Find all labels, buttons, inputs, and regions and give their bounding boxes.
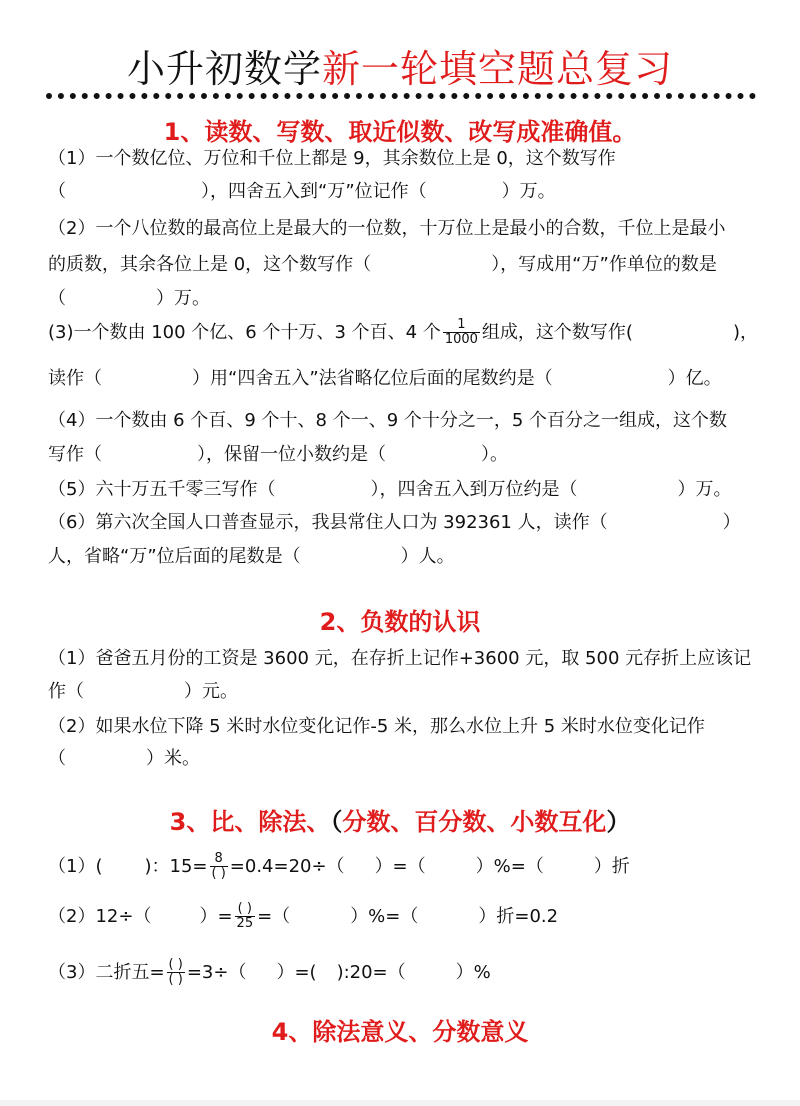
text-seg: =（: [257, 905, 291, 927]
s1-q4-line2: [48, 446, 508, 464]
title-red: 新一轮填空题总复习: [322, 47, 674, 91]
section-2-heading-text: 2、负数的认识: [319, 608, 481, 636]
fraction-numerator: ( ): [235, 902, 256, 917]
section-3-heading-part: 分数、百分数、小数互化: [342, 808, 607, 836]
section-3-heading-part: ）: [606, 808, 631, 836]
text-seg: 写作（: [48, 444, 102, 465]
s3-q3-line: [48, 958, 491, 988]
s1-q1-line2: [48, 183, 556, 201]
text-seg: ）。: [481, 444, 508, 465]
s1-q6-line2: [48, 548, 455, 566]
s3-q2-line: [48, 902, 558, 932]
text-seg: ）%=（: [350, 905, 419, 927]
text-seg: ）折=0.2: [478, 905, 559, 927]
text-seg: =0.4=20÷（: [229, 855, 345, 877]
fraction-denominator: 1000: [444, 332, 478, 348]
s1-q1-line1: （1）一个数亿位、万位和千位上都是 9，其余数位上是 0，这个数写作: [48, 148, 616, 169]
section-3-heading: [0, 802, 800, 837]
text-seg: （: [48, 748, 66, 769]
dotted-divider: [46, 93, 756, 99]
s1-q6-line1: [48, 514, 741, 532]
fraction: [235, 902, 256, 932]
text-seg: （3）二折五=: [48, 961, 165, 983]
text-seg: ）=（: [374, 855, 426, 877]
section-4-heading-text: 4、除法意义、分数意义: [271, 1018, 529, 1046]
text-seg: ）万。: [677, 479, 732, 500]
text-seg: 的质数，其余各位上是 0，这个数写作（: [48, 254, 372, 275]
text-seg: ）人。: [400, 546, 455, 567]
section-2-heading: [0, 602, 800, 637]
section-4-heading: [0, 1012, 800, 1047]
text-seg: ）元。: [184, 681, 238, 702]
text-seg: ），写成用“万”作单位的数是: [491, 254, 717, 275]
text-seg: （: [48, 288, 66, 309]
text-seg: 作（: [48, 681, 84, 702]
text-seg: ）万。: [156, 288, 210, 309]
text-seg: ），保留一位小数约是（: [197, 444, 386, 465]
fraction-denominator: ( ): [168, 972, 183, 988]
text-seg: )，: [732, 321, 758, 343]
text-seg: ）=(: [276, 961, 317, 983]
text-seg: ）亿。: [667, 368, 722, 389]
text-seg: ）%=（: [475, 855, 544, 877]
text-seg: ）万。: [501, 181, 556, 202]
section-1-heading-part: 写数、: [276, 118, 349, 146]
text-seg: ）%: [455, 961, 491, 983]
s1-q5-line: [48, 481, 731, 499]
text-seg: ），四舍五入到“万”位记作（: [201, 181, 427, 202]
s1-q3-line2: [48, 370, 722, 388]
section-1-heading-part: 取近似数、改写成准确值。: [348, 118, 637, 146]
fraction-numerator: ( ): [168, 957, 183, 972]
text-seg: ）米。: [146, 748, 200, 769]
text-seg: ）折: [593, 855, 630, 877]
s1-q2-line1: （2）一个八位数的最高位上是最大的一位数，十万位上是最小的合数，千位上是最小: [48, 218, 726, 239]
s1-q4-line1: （4）一个数由 6 个百、9 个十、8 个一、9 个十分之一，5 个百分之一组成，这个数: [48, 410, 728, 431]
text-seg: )：15=: [144, 855, 208, 877]
text-seg: (3)一个数由 100 个亿、6 个十万、3 个百、4 个: [48, 321, 441, 343]
page-bottom-edge: [0, 1100, 800, 1106]
s2-q1-line1: （1）爸爸五月份的工资是 3600 元，在存折上记作+3600 元，取 500 元存折上应该记: [48, 648, 752, 669]
fraction-denominator: ( ): [211, 866, 226, 882]
s2-q2-line2: [48, 750, 200, 768]
title-black: 小升初数学: [126, 47, 322, 91]
page-title: [0, 38, 800, 93]
s2-q1-line2: [48, 683, 238, 701]
s1-q3-line1: [48, 318, 758, 348]
s2-q2-line1: （2）如果水位下降 5 米时水位变化记作-5 米，那么水位上升 5 米时水位变化记作: [48, 716, 705, 737]
fraction-numerator: 1: [443, 318, 480, 333]
fraction: [167, 958, 185, 988]
text-seg: 读作（: [48, 368, 102, 389]
s1-q2-line2: [48, 256, 717, 274]
text-seg: （2）12÷（: [48, 905, 152, 927]
fraction: [210, 852, 228, 882]
text-seg: ）用“四舍五入”法省略亿位后面的尾数约是（: [192, 368, 553, 389]
text-seg: 组成，这个数写作(: [481, 321, 633, 343]
text-seg: （5）六十万五千零三写作（: [48, 479, 276, 500]
section-3-heading-part: 3、比、除法、: [169, 808, 331, 836]
text-seg: （: [48, 181, 66, 202]
text-seg: ）: [722, 512, 741, 533]
fraction-numerator: 8: [210, 852, 228, 867]
text-seg: ）=: [199, 905, 233, 927]
text-seg: =3÷（: [186, 961, 247, 983]
fraction: [443, 318, 480, 348]
text-seg: ):20=（: [336, 961, 406, 983]
s3-q1-line: [48, 852, 630, 882]
fraction-denominator: 25: [236, 916, 254, 932]
text-seg: （6）第六次全国人口普查显示，我县常住人口为 392361 人，读作（: [48, 512, 608, 533]
s1-q2-line3: [48, 290, 210, 308]
text-seg: ），四舍五入到万位约是（: [370, 479, 578, 500]
section-1-heading: [0, 112, 800, 147]
text-seg: 人，省略“万”位后面的尾数是（: [48, 546, 301, 567]
section-3-heading-part: （: [330, 808, 343, 836]
section-1-heading-part: 1、读数、: [163, 118, 277, 146]
text-seg: （1）(: [48, 855, 103, 877]
